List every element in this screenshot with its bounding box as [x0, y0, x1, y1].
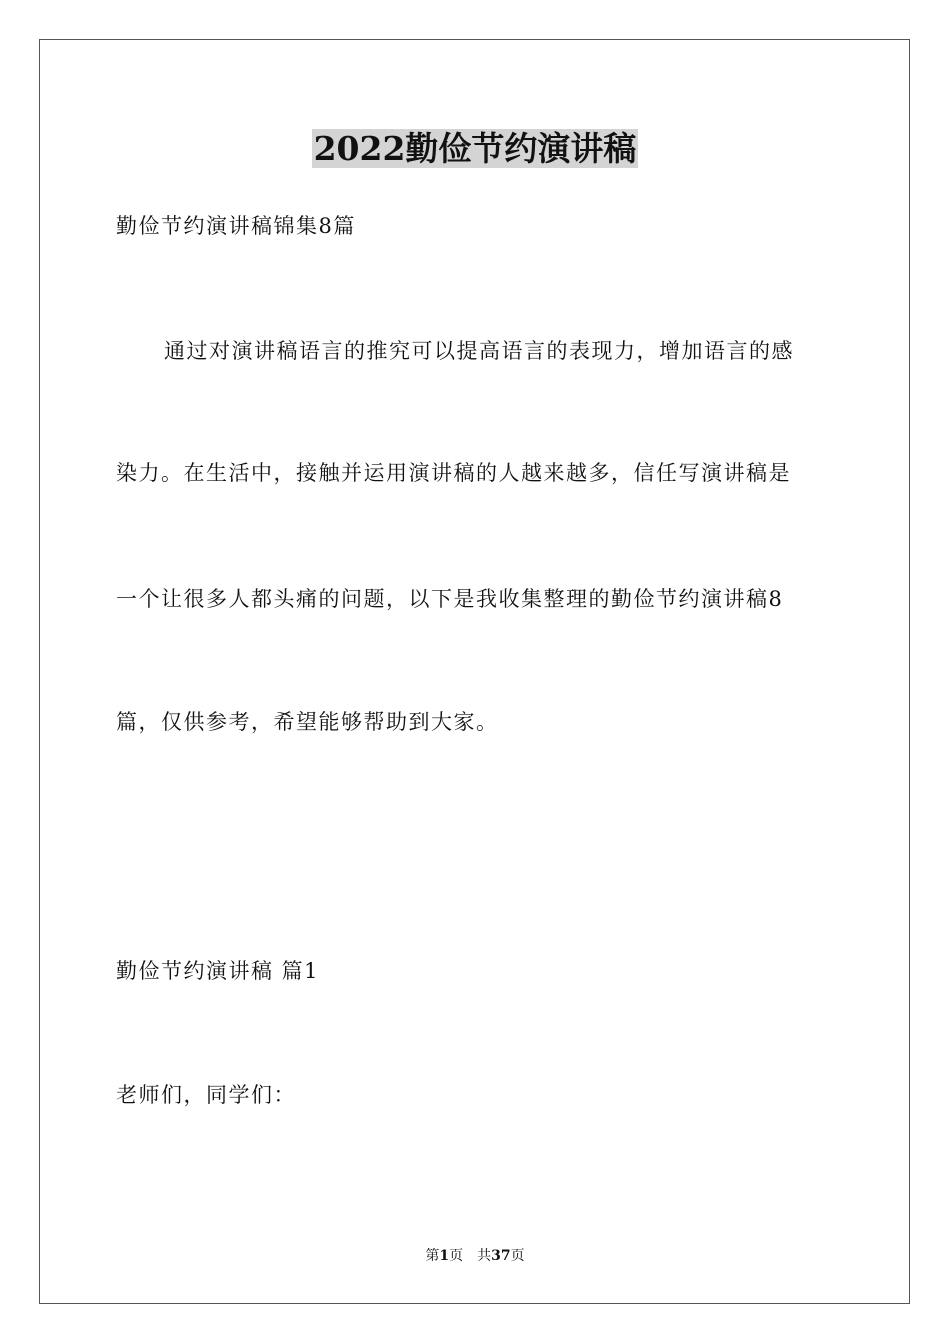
- document-subtitle: 勤俭节约演讲稿锦集8篇: [116, 214, 356, 238]
- intro-line: 染力。在生活中，接触并运用演讲稿的人越来越多，信任写演讲稿是: [116, 461, 791, 485]
- intro-line: 一个让很多人都头痛的问题，以下是我收集整理的勤俭节约演讲稿8: [116, 587, 784, 611]
- document-title-text: 2022勤俭节约演讲稿: [313, 129, 637, 168]
- salutation: 老师们，同学们：: [116, 1083, 296, 1107]
- intro-line: 篇，仅供参考，希望能够帮助到大家。: [116, 710, 499, 734]
- total-pages: 37: [491, 1248, 511, 1264]
- section-heading: 勤俭节约演讲稿 篇1: [116, 959, 320, 983]
- total-prefix: 共: [477, 1248, 492, 1264]
- page-number: 1: [439, 1248, 450, 1264]
- page-suffix: 页: [449, 1248, 464, 1264]
- page-footer: [0, 1246, 950, 1266]
- document-title: [0, 126, 950, 172]
- intro-line: 通过对演讲稿语言的推究可以提高语言的表现力，增加语言的感: [164, 339, 794, 363]
- total-suffix: 页: [510, 1248, 525, 1264]
- page-prefix: 第: [425, 1248, 440, 1264]
